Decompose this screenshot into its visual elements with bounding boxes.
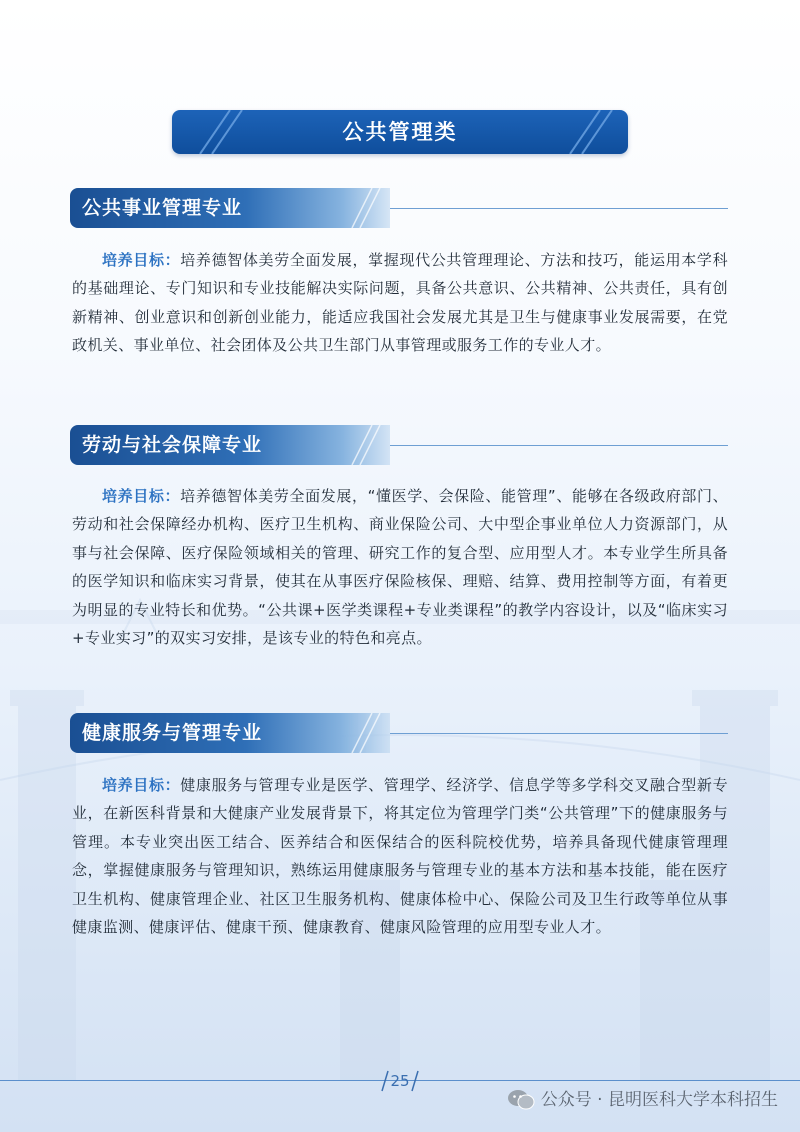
section-title: 公共事业管理专业	[82, 197, 243, 219]
wechat-icon	[507, 1089, 535, 1111]
watermark-text: 公众号 · 昆明医科大学本科招生	[540, 1090, 778, 1110]
goal-text: 培养德智体美劳全面发展，掌握现代公共管理理论、方法和技巧，能运用本学科的基础理论、专门知识和专业技能解决实际问题，具备公共意识、公共精神、公共责任，具有创新精神、创业意识和创新创业能力，能适应我国社会发展尤其是卫生与健康事业发展需要，在党政机关、事业单位、社会团体及公共卫生部门从事管理或服务工作的专业人才。	[72, 251, 728, 355]
goal-text: 培养德智体美劳全面发展，“懂医学、会保险、能管理”、能够在各级政府部门、劳动和社会保障经办机构、医疗卫生机构、商业保险公司、大中型企事业单位人力资源部门，从事与社会保障、医疗保险领域相关的管理、研究工作的复合型、应用型人才。本专业学生所具备的医学知识和临床实习背景，使其在从事医疗保险核保、理赔、结算、费用控制等方面，有着更为明显的专业特长和优势。“公共课+医学类课程+专业类课程”的教学内容设计，以及“临床实习+专业实习”的双实习安排，是该专业的特色和亮点。	[72, 487, 728, 648]
header-stripe-decoration	[346, 188, 386, 228]
section-header-labor-social-security	[70, 425, 390, 465]
section-divider-line	[390, 733, 728, 734]
section-header-health-services-management	[70, 713, 390, 753]
goal-text: 健康服务与管理专业是医学、管理学、经济学、信息学等多学科交叉融合型新专业，在新医科背景和大健康产业发展背景下，将其定位为管理学门类“公共管理”下的健康服务与管理。本专业突出医工结合、医养结合和医保结合的医科院校优势，培养具备现代健康管理理念，掌握健康服务与管理知识，熟练运用健康服务与管理专业的基本方法和基本技能，能在医疗卫生机构、健康管理企业、社区卫生服务机构、健康体检中心、保险公司及卫生行政等单位从事健康监测、健康评估、健康干预、健康教育、健康风险管理的应用型专业人才。	[72, 776, 728, 937]
header-stripe-decoration	[346, 713, 386, 753]
banner-title: 公共管理类	[342, 120, 458, 144]
section-title: 健康服务与管理专业	[82, 722, 263, 744]
section-title: 劳动与社会保障专业	[82, 434, 263, 456]
section-divider-line	[390, 445, 728, 446]
wechat-watermark	[507, 1085, 778, 1115]
header-stripe-decoration	[346, 425, 386, 465]
section-divider-line	[390, 208, 728, 209]
section-description	[72, 482, 728, 652]
section-description	[72, 246, 728, 360]
page-number-bracket-decoration	[368, 1067, 432, 1095]
goal-label: 培养目标：	[102, 776, 181, 794]
section-description	[72, 771, 728, 941]
goal-label: 培养目标：	[102, 251, 181, 269]
banner-stripe-decoration-right	[560, 110, 620, 154]
page-number	[368, 1067, 432, 1095]
page-number-text: 25	[390, 1072, 410, 1090]
section-header-public-affairs	[70, 188, 390, 228]
goal-label: 培养目标：	[102, 487, 181, 505]
category-banner	[172, 110, 628, 154]
